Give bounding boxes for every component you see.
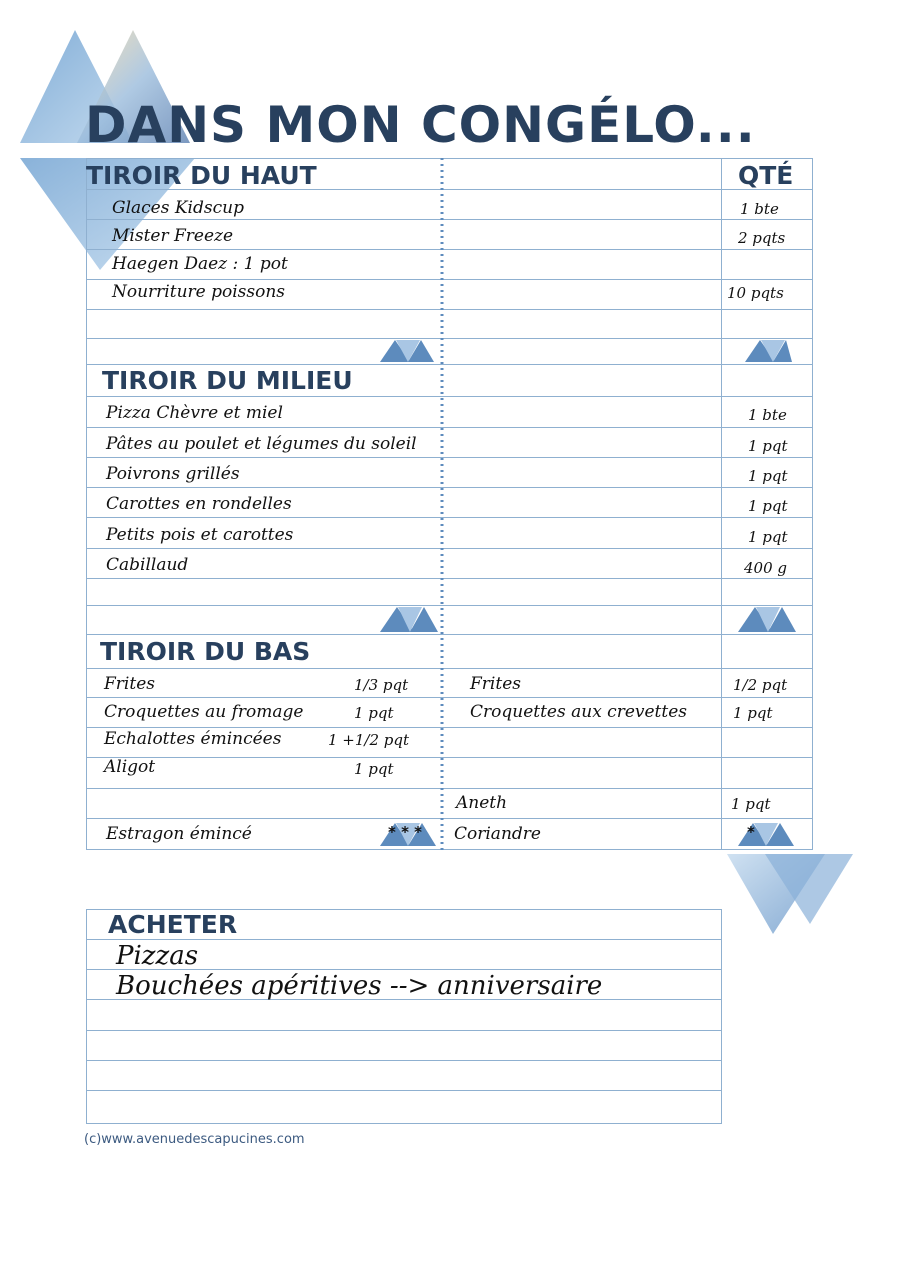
item-qty: 1 pqt: [354, 760, 394, 778]
shopping-item: Bouchées apéritives --> anniversaire: [116, 971, 603, 1001]
item-qty: 1 bte: [740, 200, 779, 218]
shopping-item: Pizzas: [116, 941, 199, 971]
list-item: Aligot: [104, 757, 156, 777]
item-qty: 1/2 pqt: [733, 676, 788, 694]
item-qty: 1 +1/2 pqt: [328, 731, 410, 749]
list-item: Frites: [470, 674, 521, 694]
item-qty: 1 pqt: [748, 528, 788, 546]
section-header-bottom: TIROIR DU BAS: [100, 637, 311, 666]
item-qty: 1 pqt: [748, 467, 788, 485]
list-item: Croquettes au fromage: [104, 702, 304, 722]
copyright-credit: (c)www.avenuedescapucines.com: [84, 1132, 305, 1147]
item-qty: 1 pqt: [354, 704, 394, 722]
list-item: Nourriture poissons: [112, 282, 286, 302]
item-qty-stars: *: [747, 823, 755, 841]
item-qty-stars: * * *: [388, 823, 422, 841]
section-header-top: TIROIR DU HAUT: [86, 161, 317, 190]
section-header-middle: TIROIR DU MILIEU: [102, 366, 353, 395]
list-item: Haegen Daez : 1 pot: [112, 254, 288, 274]
item-qty: 1 pqt: [748, 497, 788, 515]
item-qty: 1/3 pqt: [354, 676, 409, 694]
qty-header: QTÉ: [738, 161, 794, 190]
list-item: Aneth: [456, 793, 508, 813]
item-qty: 1 bte: [748, 406, 787, 424]
list-item: Carottes en rondelles: [106, 494, 292, 514]
section-header-acheter: ACHETER: [108, 910, 238, 939]
item-qty: 400 g: [744, 559, 788, 577]
list-item: Petits pois et carottes: [106, 525, 294, 545]
list-item: Frites: [104, 674, 155, 694]
list-item: Cabillaud: [106, 555, 189, 575]
list-item: Pâtes au poulet et légumes du soleil: [106, 434, 417, 454]
list-item: Mister Freeze: [112, 226, 234, 246]
list-item: Poivrons grillés: [106, 464, 240, 484]
item-qty: 1 pqt: [748, 437, 788, 455]
list-item: Estragon émincé: [106, 824, 252, 844]
list-item: Coriandre: [454, 824, 541, 844]
list-item: Glaces Kidscup: [112, 198, 244, 218]
page-title: DANS MON CONGÉLO...: [85, 96, 756, 154]
item-qty: 10 pqts: [727, 284, 784, 302]
item-qty: 1 pqt: [733, 704, 773, 722]
list-item: Pizza Chèvre et miel: [106, 403, 283, 423]
list-item: Croquettes aux crevettes: [470, 702, 688, 722]
list-item: Echalottes émincées: [104, 729, 282, 749]
item-qty: 2 pqts: [738, 229, 786, 247]
item-qty: 1 pqt: [731, 795, 771, 813]
